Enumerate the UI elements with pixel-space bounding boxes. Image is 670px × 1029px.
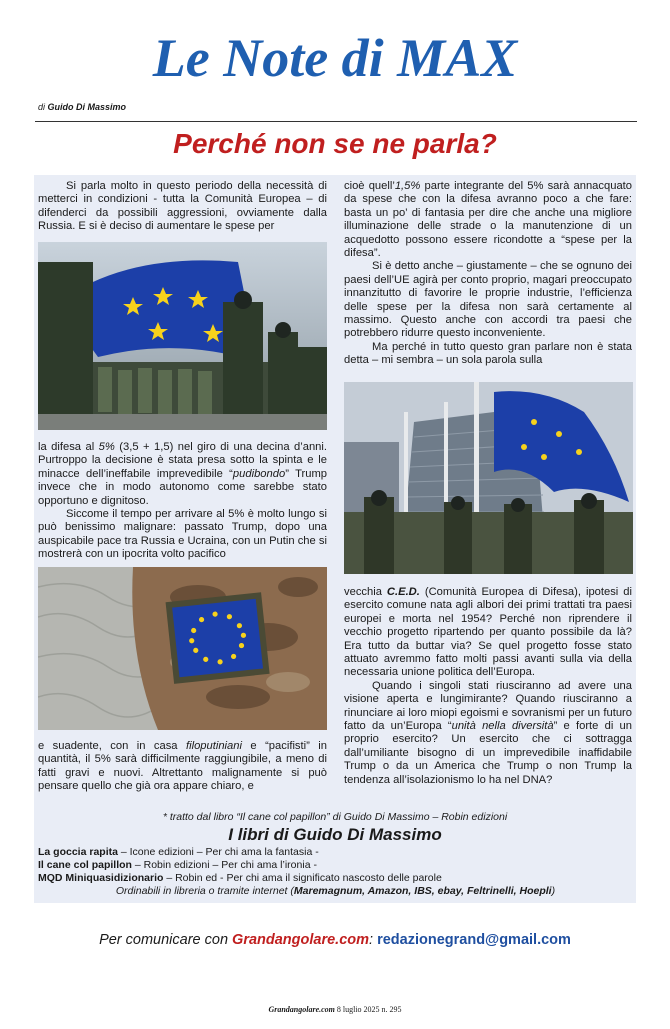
text-run: la difesa al (38, 441, 99, 453)
book-name: La goccia rapita (38, 846, 118, 858)
text-run: (Comunità Europea di Difesa), ipotesi di esercito comune nata agli albori dei primi trattati tra paesi europei e morta nel 1954? Perché non riprendere il vecchio progetto ripartendo per quanto possibile da là? Era tutto da buttar via? Se quel progetto fosse stato attuato avremmo fatto molti passi avanti sulla via della necessaria unione politica dell’Europa. (344, 586, 632, 679)
byline-prefix: di (38, 102, 46, 112)
text-run: ) (551, 885, 556, 897)
list-item (38, 872, 633, 885)
text-run: 1,5% (394, 180, 421, 192)
list-item (38, 859, 633, 872)
paragraph: Si è detto anche – giustamente – che se ognuno dei paesi dell’UE agirà per conto proprio, magari preoccupato innanzitutto di favorire le proprie industrie, l’efficienza delle spese per la difesa non sarà certamente al massimo. Questo anche con accordi tra paesi che potrebbero ridurre questo inconveniente. (344, 260, 632, 340)
paragraph: Si parla molto in questo periodo della necessità di metterci in condizioni - tutta la Comunità Europea – di difenderci da possibili aggressioni, ovviamente dalla Russia. E si è deciso di aumentare le spese per (38, 180, 327, 233)
books-list (38, 846, 633, 898)
page-footer (0, 1005, 670, 1014)
text-run: ” Trump invece che in modo autonomo come sarebbe stato opportuno e dignitoso. (38, 467, 327, 507)
text-run: (3,5 + 1,5) nel giro di una decina d’anni. Purtroppo la decisione è stata presa sotto la spinta e le minacce dell’ineffabile imprevedibile “ (38, 441, 327, 480)
text-run: cioè quell’ (344, 180, 395, 192)
books-title: I libri di Guido Di Massimo (228, 825, 442, 844)
contact-line (0, 932, 670, 948)
footer-issue: 8 luglio 2025 n. 295 (334, 1005, 402, 1014)
book-desc: – Icone edizioni – Per chi ama la fantasia - (117, 846, 319, 858)
paragraph (344, 180, 632, 260)
paragraph (344, 586, 632, 680)
photo-soldiers-flag (38, 242, 327, 430)
text-run: unità nella diversità (451, 720, 554, 733)
text-run: e suadente, con in casa (38, 740, 186, 752)
paragraph: Ma perché in tutto questo gran parlare non è stata detta – mi sembra – un sola parola sulla (344, 340, 632, 367)
text-run: e “pacifisti” in quantità, il 5% sarà difficilmente raggiungibile, a meno di fatti gravi e nuovi. Altrettanto malignamente si può pensare quello che già ora appare chiaro, e (38, 740, 327, 793)
text-run: parte integrante del 5% sarà annacquato da spese che con la difesa avranno poco a che fare: basta un po’ di fantasia per dire che anche una migliore illuminazione delle strade o la manutenzione di un acquedotto possono essere ricondotte a “spese per la difesa”. (344, 180, 632, 260)
order-info (38, 885, 633, 898)
paragraph (38, 441, 327, 508)
text-run: Per comunicare con (99, 932, 233, 948)
site-link[interactable]: Grandangolare.com (232, 932, 370, 948)
text-run: Maremagnum, Amazon, IBS, ebay, Feltrinelli, Hoepli (293, 885, 552, 897)
source-note: * tratto dal libro “Il cane col papillon” di Guido Di Massimo – Robin edizioni (162, 811, 508, 823)
byline-author: Guido Di Massimo (47, 102, 127, 112)
col2-bottom-text (344, 586, 632, 787)
text-run: ” e forte di un proprio esercito? Un esercito che ci sottragga dall’umiliante bisogno di un imprevedibile inaffidabile Trump o da un America che Trump o non Trump la tendenza all’isolazionismo lo ha nel DNA? (344, 720, 632, 786)
photo-parliament-flag (344, 382, 633, 574)
col2-top-text (344, 180, 632, 368)
text-run: pudibondo (232, 467, 286, 480)
footer-site: Grandangolare.com (268, 1005, 335, 1014)
text-run: : (369, 932, 378, 948)
col1-top-text (38, 180, 327, 234)
list-item (38, 846, 633, 859)
paragraph (38, 740, 327, 794)
text-run: C.E.D. (386, 586, 420, 598)
book-name: MQD Miniquasidizionario (38, 872, 164, 884)
book-desc: – Robin edizioni – Per chi ama l’ironia - (131, 859, 317, 871)
book-name: Il cane col papillon (38, 859, 132, 871)
masthead-title: Le Note di MAX (152, 28, 518, 88)
text-run: filoputiniani (185, 740, 242, 752)
paragraph: Siccome il tempo per arrivare al 5% è molto lungo si può benissimo malignare: passato Trump, dopo una auspicabile pace tra Russia e Ucraina, con un Putin che si mostrerà con un ipocrita volto pacifico (38, 508, 327, 561)
text-run: vecchia (344, 586, 387, 598)
col1-bottom-text (38, 740, 327, 794)
paragraph (344, 680, 632, 787)
text-run: 5% (98, 441, 115, 453)
article-headline: Perché non se ne parla? (173, 128, 497, 159)
text-run: Quando i singoli stati riusciranno ad avere una visione aperta e lungimirante? Quando riusciranno a rinunciare ai loro miopi egoismi e sovranismi per un futuro fatto da un’Europa “ (344, 679, 632, 733)
header-divider (35, 121, 637, 122)
book-desc: – Robin ed - Per chi ama il significato nascosto delle parole (163, 872, 442, 884)
byline (38, 102, 126, 112)
email-link[interactable]: redazionegrand@gmail.com (377, 932, 571, 948)
text-run: Ordinabili in libreria o tramite internet ( (115, 885, 294, 897)
col1-mid-text (38, 441, 327, 562)
photo-eu-patch (38, 567, 327, 730)
